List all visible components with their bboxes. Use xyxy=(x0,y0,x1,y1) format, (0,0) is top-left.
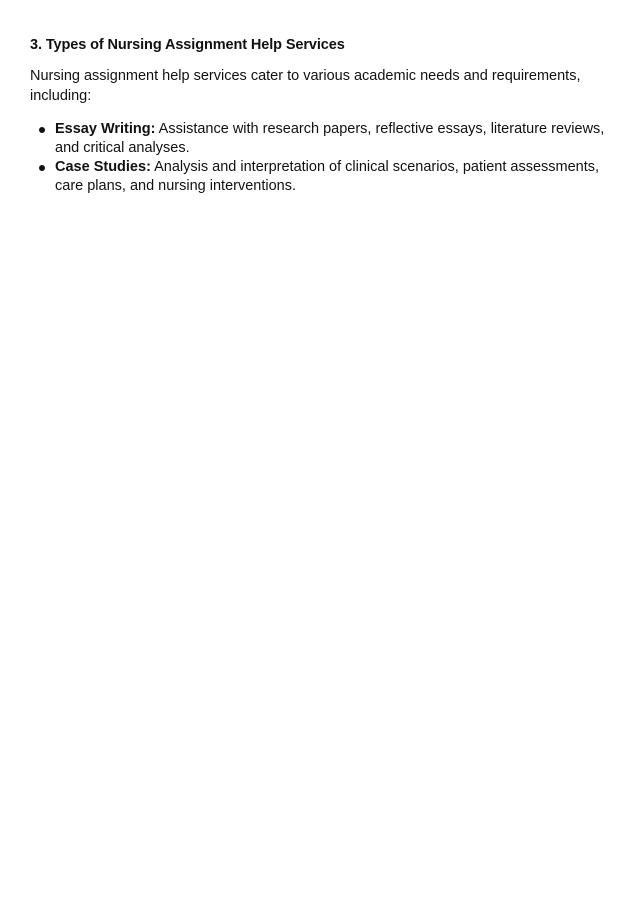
intro-paragraph: Nursing assignment help services cater to various academic needs and requirements, including: xyxy=(30,68,581,104)
bullet-icon xyxy=(39,127,45,133)
section-heading: 3. Types of Nursing Assignment Help Services xyxy=(30,37,345,53)
list-item-case-studies xyxy=(30,158,610,196)
list-item-text: Analysis and interpretation of clinical scenarios, patient assessments, care plans, and nursing interventions. xyxy=(55,159,600,194)
list-item-term: Case Studies: xyxy=(55,159,151,175)
list-item-term: Essay Writing: xyxy=(55,121,156,137)
bullet-icon xyxy=(39,165,45,171)
services-list xyxy=(30,120,608,196)
list-item-text: Assistance with research papers, reflective essays, literature reviews, and critical analyses. xyxy=(55,121,605,156)
list-item-essay-writing xyxy=(30,120,610,158)
